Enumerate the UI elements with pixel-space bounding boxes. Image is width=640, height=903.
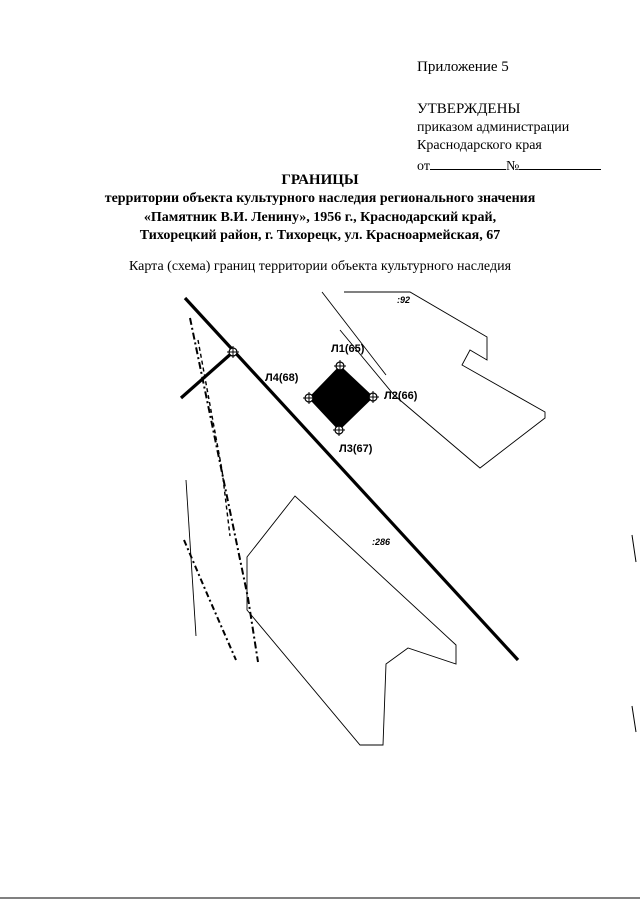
approved-heading: УТВЕРЖДЕНЫ xyxy=(417,101,521,117)
approval-order-line: приказом администрации xyxy=(417,120,570,135)
map-right-edge-lower xyxy=(632,706,636,732)
parcel-92-inner-line xyxy=(322,292,386,375)
point-l3-label: Л3(67) xyxy=(339,443,373,455)
point-l1-label: Л1(65) xyxy=(331,343,365,355)
appendix-label: Приложение 5 xyxy=(417,59,509,75)
document-subtitle-line-3: Тихорецкий район, г. Тихорецк, ул. Красноармейская, 67 xyxy=(139,228,501,243)
approval-region-line: Краснодарского края xyxy=(417,138,542,153)
monument-territory xyxy=(309,366,373,430)
number-prefix: № xyxy=(505,159,520,174)
date-prefix: от xyxy=(417,159,430,174)
parcel-92-outline xyxy=(340,292,545,468)
document-subtitle-line-1: территории объекта культурного наследия регионального значения xyxy=(104,191,536,206)
parcel-286-label: :286 xyxy=(372,537,391,547)
point-l2-label: Л2(66) xyxy=(384,390,418,402)
dash-dot-line-lower xyxy=(184,540,236,660)
point-l4-label: Л4(68) xyxy=(265,372,299,384)
parcel-92-label: :92 xyxy=(397,295,411,305)
parcel-286-outline xyxy=(247,496,456,745)
map-right-edge-upper xyxy=(632,535,636,562)
map-caption: Карта (схема) границ территории объекта культурного наследия xyxy=(128,259,512,274)
document-subtitle-line-2: «Памятник В.И. Ленину», 1956 г., Краснодарский край, xyxy=(143,210,497,225)
document-title: ГРАНИЦЫ xyxy=(281,172,359,188)
